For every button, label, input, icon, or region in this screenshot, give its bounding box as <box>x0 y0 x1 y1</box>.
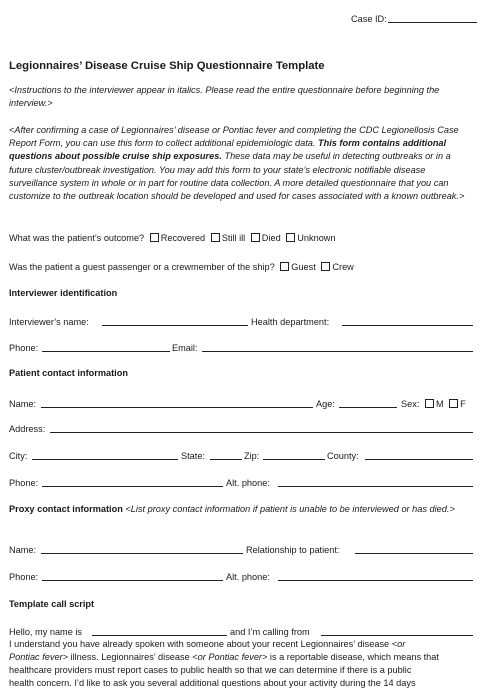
outcome-still-ill-checkbox[interactable] <box>211 233 220 242</box>
instructions-intro: <Instructions to the interviewer appear in italics. Please read the entire questionnaire before beginning the interview.> <box>9 85 440 109</box>
outcome-died-checkbox[interactable] <box>251 233 260 242</box>
patient-name-label: Name: <box>9 399 37 409</box>
interviewer-email-field[interactable] <box>202 351 473 352</box>
script-line-4: healthcare providers must report cases to public health so that we can determine if there is a public <box>9 665 412 675</box>
caller-organization-field[interactable] <box>321 635 473 636</box>
case-id-field[interactable] <box>388 22 477 23</box>
interviewer-phone-field[interactable] <box>42 351 170 352</box>
patient-address-label: Address: <box>9 424 46 434</box>
interviewer-email-label: Email: <box>172 343 198 353</box>
caller-name-field[interactable] <box>92 635 227 636</box>
script-line-5: health concern. I’d like to ask you several additional questions about your activity during the 14 days <box>9 678 416 688</box>
proxy-phone-field[interactable] <box>42 580 223 581</box>
patient-phone-field[interactable] <box>42 486 223 487</box>
health-department-field[interactable] <box>342 325 473 326</box>
patient-state-field[interactable] <box>210 459 242 460</box>
patient-address-field[interactable] <box>50 432 473 433</box>
patient-city-field[interactable] <box>32 459 178 460</box>
script-line-2b: <or <box>391 639 406 649</box>
sex-m-checkbox[interactable] <box>425 399 434 408</box>
script-line-3b: illness. Legionnaires’ disease <box>68 652 193 662</box>
patient-name-field[interactable] <box>41 407 313 408</box>
proxy-note: <List proxy contact information if patient is unable to be interviewed or has died.> <box>125 504 455 514</box>
interviewer-heading: Interviewer identification <box>9 288 118 298</box>
sex-m-label: M <box>435 399 444 409</box>
script-line-3a: Pontiac fever> <box>9 652 68 662</box>
proxy-phone-label: Phone: <box>9 572 39 582</box>
outcome-died-label: Died <box>261 233 281 243</box>
proxy-relationship-label: Relationship to patient: <box>246 545 340 555</box>
passenger-guest-label: Guest <box>291 262 316 272</box>
script-line-2a: I understand you have already spoken with someone about your recent Legionnaires’ disease <box>9 639 392 649</box>
passenger-crew-checkbox[interactable] <box>321 262 330 271</box>
proxy-alt-phone-field[interactable] <box>278 580 473 581</box>
script-line-1a: Hello, my name is <box>9 627 83 637</box>
patient-alt-phone-field[interactable] <box>278 486 473 487</box>
script-line-1b: and I’m calling from <box>230 627 310 637</box>
passenger-question-row <box>9 261 477 273</box>
proxy-heading-block <box>9 503 471 516</box>
patient-city-label: City: <box>9 451 28 461</box>
interviewer-name-field[interactable] <box>102 325 248 326</box>
script-heading: Template call script <box>9 599 95 609</box>
patient-zip-field[interactable] <box>263 459 325 460</box>
outcome-recovered-checkbox[interactable] <box>150 233 159 242</box>
sex-f-label: F <box>460 399 466 409</box>
sex-f-checkbox[interactable] <box>449 399 458 408</box>
outcome-unknown-checkbox[interactable] <box>286 233 295 242</box>
patient-sex-label: Sex: <box>401 399 420 409</box>
patient-phone-label: Phone: <box>9 478 39 488</box>
proxy-heading: Proxy contact information <box>9 504 123 514</box>
outcome-question: What was the patient’s outcome? <box>9 233 145 243</box>
instructions-detail-bold: This form contains additional questions about possible cruise ship exposures. <box>9 138 447 162</box>
patient-county-field[interactable] <box>365 459 473 460</box>
outcome-recovered-label: Recovered <box>160 233 206 243</box>
passenger-question: Was the patient a guest passenger or a crewmember of the ship? <box>9 262 275 272</box>
patient-county-label: County: <box>327 451 359 461</box>
script-line-3 <box>9 651 439 663</box>
outcome-question-row <box>9 232 477 244</box>
outcome-unknown-label: Unknown <box>297 233 336 243</box>
outcome-still-ill-label: Still ill <box>221 233 246 243</box>
script-line-2 <box>9 638 405 650</box>
interviewer-phone-label: Phone: <box>9 343 39 353</box>
patient-age-field[interactable] <box>339 407 397 408</box>
patient-alt-phone-label: Alt. phone: <box>226 478 270 488</box>
health-department-label: Health department: <box>251 317 330 327</box>
proxy-name-field[interactable] <box>41 553 243 554</box>
proxy-relationship-field[interactable] <box>355 553 473 554</box>
script-line-3d: is a reportable disease, which means that <box>267 652 439 662</box>
proxy-name-label: Name: <box>9 545 37 555</box>
script-line-3c: <or Pontiac fever> <box>192 652 268 662</box>
proxy-alt-phone-label: Alt. phone: <box>226 572 270 582</box>
passenger-crew-label: Crew <box>332 262 354 272</box>
instructions-detail-text-2: These data may be useful in detecting outbreaks or in a future cluster/outbreak investigation. You may add this form to your state’s electronic notifiable disease surveillance system in whole or in part for routine data collection. A more detailed questionnaire that you can customize to the outbreak location should be developed and used for cases associated with a known outbreak.> <box>9 151 465 202</box>
patient-zip-label: Zip: <box>244 451 260 461</box>
page-title: Legionnaires’ Disease Cruise Ship Questionnaire Template <box>9 60 325 72</box>
patient-age-label: Age: <box>316 399 335 409</box>
patient-heading: Patient contact information <box>9 368 128 378</box>
patient-sex-row <box>401 398 466 410</box>
patient-state-label: State: <box>181 451 206 461</box>
instructions-detail <box>9 124 471 203</box>
passenger-guest-checkbox[interactable] <box>280 262 289 271</box>
instructions-detail-text-1: <After confirming a case of Legionnaires’ disease or Pontiac fever and completing the CDC Legionellosis Case Report Form, you can use this form to collect additional epidemiologic data. <box>9 125 459 149</box>
interviewer-name-label: Interviewer’s name: <box>9 317 89 327</box>
case-id-label: Case ID: <box>351 14 387 24</box>
